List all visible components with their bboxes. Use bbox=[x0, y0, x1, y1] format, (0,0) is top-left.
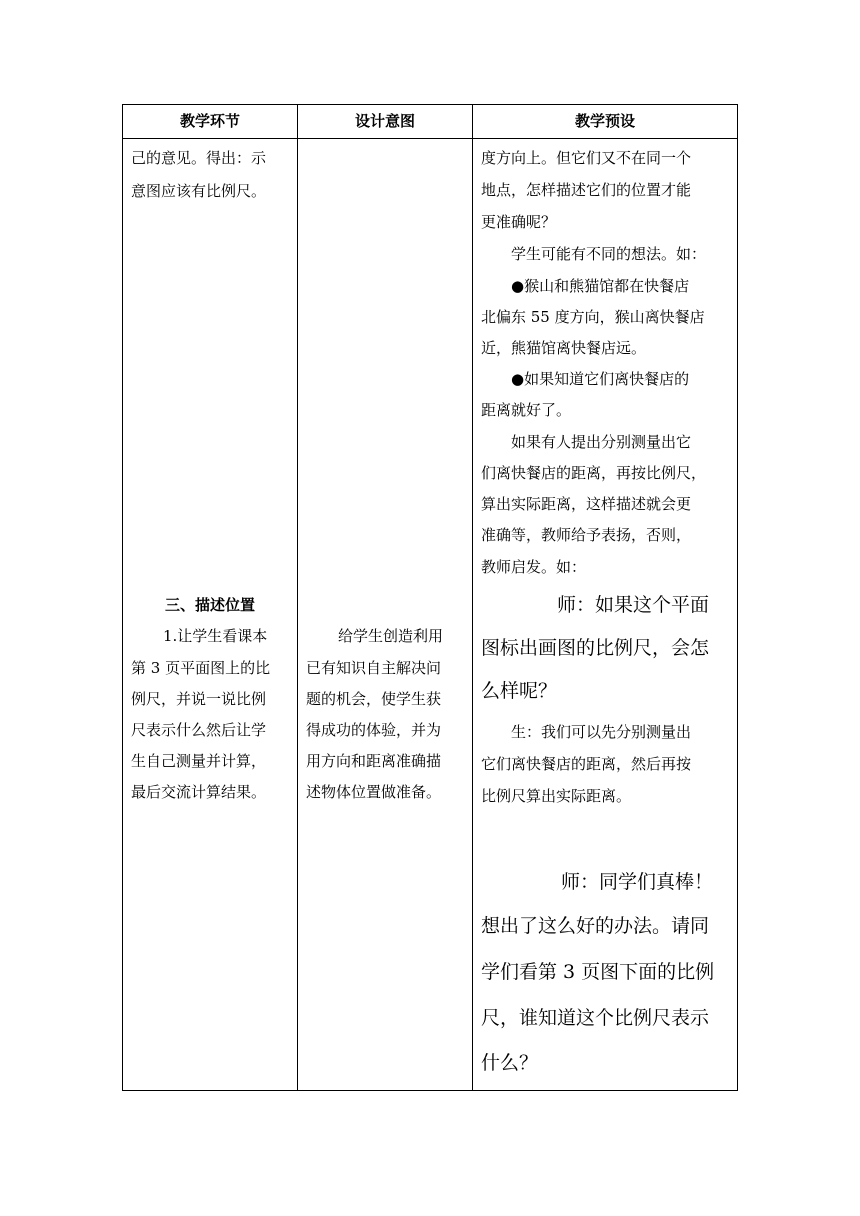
col3-line: 更准确呢？ bbox=[481, 213, 557, 231]
col3-line: 学们看第 3 页图下面的比例 bbox=[481, 961, 715, 983]
col3-line: 师：如果这个平面 bbox=[557, 594, 710, 616]
header-teaching-stage: 教学环节 bbox=[179, 112, 240, 130]
col3-line: ●猴山和熊猫馆都在快餐店 bbox=[511, 277, 690, 295]
section-title: 三、描述位置 bbox=[165, 596, 256, 614]
col3-line: 近，熊猫馆离快餐店远。 bbox=[481, 339, 647, 357]
col3-line: 想出了这么好的办法。请同 bbox=[481, 915, 710, 937]
header-design-intent: 设计意图 bbox=[354, 112, 415, 130]
col3-line: 教师启发。如： bbox=[481, 558, 587, 576]
col3-line: 它们离快餐店的距离，然后再按 bbox=[481, 755, 692, 773]
col3-line: 地点，怎样描述它们的位置才能 bbox=[481, 181, 692, 199]
col3-line: 如果有人提出分别测量出它 bbox=[511, 433, 692, 451]
col1-line: 意图应该有比例尺。 bbox=[131, 182, 267, 200]
col1-line: 尺表示什么然后让学 bbox=[131, 721, 267, 739]
col1-line: 生自己测量并计算， bbox=[131, 752, 267, 770]
col3-line: 图标出画图的比例尺，会怎 bbox=[481, 637, 710, 659]
col1-cell bbox=[131, 105, 297, 1090]
col2-line: 已有知识自主解决问 bbox=[306, 659, 442, 677]
col3-line: 尺，谁知道这个比例尺表示 bbox=[481, 1007, 710, 1029]
col3-line: 们离快餐店的距离，再按比例尺， bbox=[481, 464, 707, 482]
col1-line: 1.让学生看课本 bbox=[163, 627, 268, 645]
col3-line: 比例尺算出实际距离。 bbox=[481, 787, 632, 805]
col3-line: 生：我们可以先分别测量出 bbox=[511, 723, 692, 741]
col2-cell bbox=[306, 105, 472, 1090]
col3-line: 学生可能有不同的想法。如： bbox=[511, 245, 707, 263]
col2-line: 述物体位置做准备。 bbox=[306, 783, 442, 801]
col3-line: ●如果知道它们离快餐店的 bbox=[511, 370, 690, 388]
col3-line: 么样呢？ bbox=[481, 680, 558, 702]
column-divider bbox=[297, 105, 298, 1090]
col1-line: 最后交流计算结果。 bbox=[131, 783, 267, 801]
col3-line: 师：同学们真棒！ bbox=[561, 871, 714, 893]
column-divider bbox=[472, 105, 473, 1090]
col3-line: 度方向上。但它们又不在同一个 bbox=[481, 149, 692, 167]
header-teaching-preset: 教学预设 bbox=[574, 112, 635, 130]
lesson-plan-table bbox=[122, 104, 738, 1091]
col2-line: 给学生创造利用 bbox=[338, 627, 444, 645]
col2-line: 题的机会，使学生获 bbox=[306, 690, 442, 708]
col3-line: 算出实际距离，这样描述就会更 bbox=[481, 495, 692, 513]
col3-line: 准确等，教师给予表扬，否则， bbox=[481, 526, 692, 544]
col3-cell bbox=[481, 105, 737, 1090]
col3-line: 北偏东 55 度方向，猴山离快餐店 bbox=[481, 308, 705, 326]
col2-line: 用方向和距离准确描 bbox=[306, 752, 442, 770]
col3-line: 什么？ bbox=[481, 1052, 539, 1074]
col2-line: 得成功的体验，并为 bbox=[306, 721, 442, 739]
col1-line: 己的意见。得出：示 bbox=[131, 149, 267, 167]
col1-line: 第 3 页平面图上的比 bbox=[131, 659, 271, 677]
col1-line: 例尺，并说一说比例 bbox=[131, 690, 267, 708]
col3-line: 距离就好了。 bbox=[481, 401, 572, 419]
